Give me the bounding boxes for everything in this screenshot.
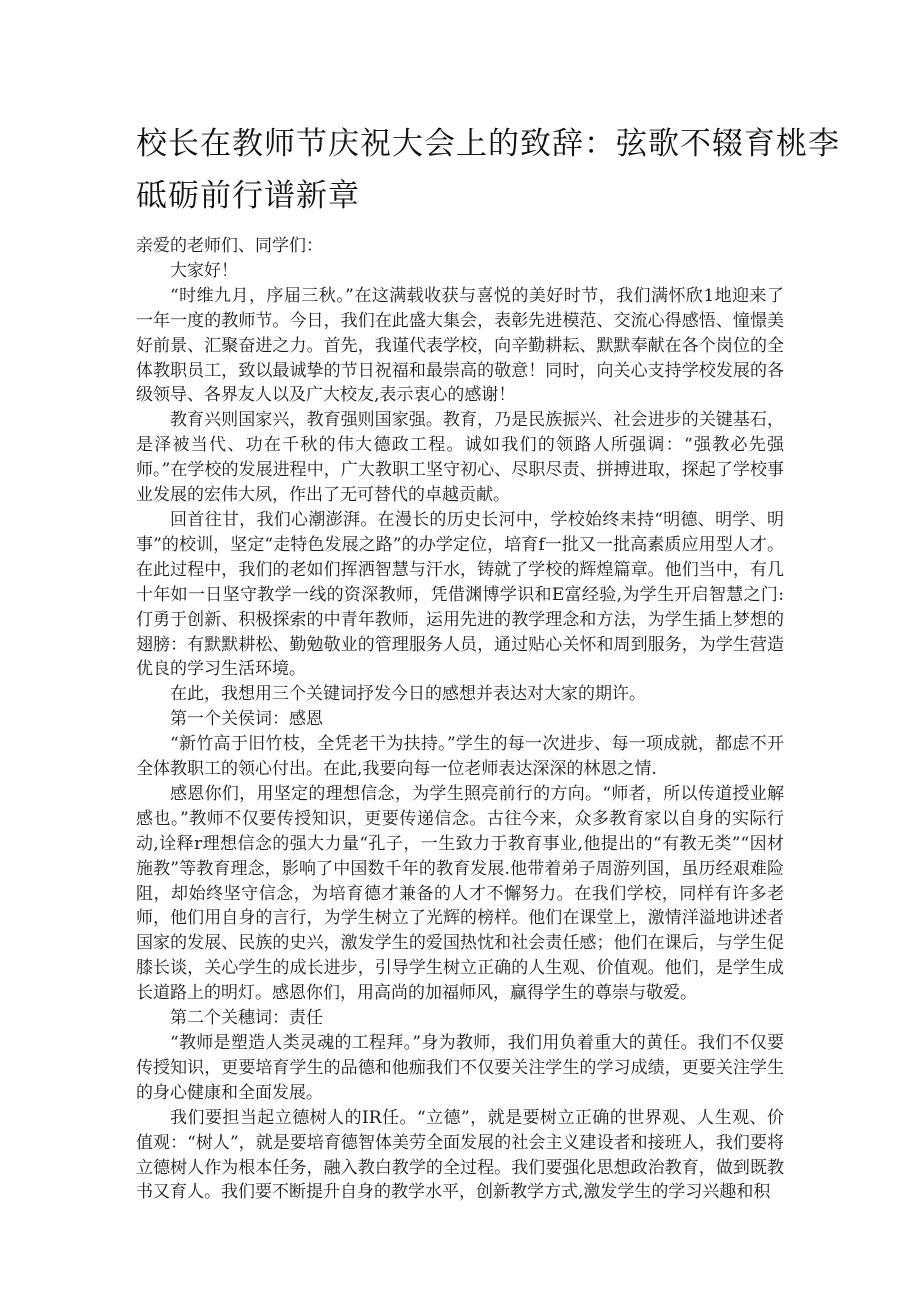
document-title-line-1: 校长在教师节庆祝大会上的致辞：弦歌不辍育桃李	[136, 126, 840, 162]
salutation: 亲爱的老师们、同学们：	[136, 236, 323, 256]
body-paragraph: 教育兴则国家兴，教育强则国家强。教育，乃是民族振兴、社会进步的关键基石，是泽被当代、功在千秋的伟大德政工程。诚如我们的领路人所强调：“强教必先强师。”在学校的发展进程中，广大教职工坚守初心、尽职尽责、拼搏进取，探起了学校事业发展的宏伟大夙，作出了无可替代的卓越贡献。	[136, 410, 784, 506]
greeting-paragraph: 大家好！	[170, 260, 238, 281]
section-heading: 第一个关侯词：感恩	[170, 709, 323, 730]
body-paragraph: 感恩你们，用坚定的理想信念，为学生照亮前行的方向。“师者，所以传道授业解感也。”教师不仅要传授知识，更要传递信念。古往今来，众多教育家以自身的实际行动,诠释r理想信念的强大力量“孔子，一生致力于教育事业,他提出的“有教无类”“因材施教”等教育理念，影响了中国数千年的教育发展.他带着弟子周游列国，虽历经艰难险阻，却始终坚守信念，为培育德才兼备的人才不懈努力。在我们学校，同样有许多老师，他们用自身的言行，为学生树立了光辉的榜样。他们在课堂上，激情洋溢地讲述者国家的发展、民族的史兴，激发学生的爱国热忱和社会责任感；他们在课后，与学生促膝长谈，关心学生的成长进步，引导学生树立正确的人生观、价值观。他们，是学生成长道路上的明灯。感恩你们，用高尚的加福师风，赢得学生的尊崇与敬爱。	[136, 783, 784, 1004]
body-paragraph: “时维九月，序届三秋。”在这满载收获与喜悦的美好时节，我们满怀欣1地迎来了一年一度的教师节。今日，我们在此盛大集会，表彰先进模范、交流心得感悟、憧憬美好前景、汇聚奋进之力。首先，我谨代表学校，向辛勤耕耘、默默奉献在各个岗位的全体教职员工，致以最诚挚的节日祝福和最崇高的敬意！同时，向关心支持学校发展的各级领导、各界友人以及广大校友,表示衷心的感谢！	[136, 285, 784, 406]
body-paragraph: “新竹高于旧竹枝，全凭老干为扶持。”学生的每一次进步、每一项成就，都虑不开全体教职工的领心付出。在此,我要向每一位老师表达深深的林恩之情.	[136, 734, 784, 780]
body-paragraph: “教师是塑造人类灵魂的工程拜。”身为教师，我们用负着重大的黄任。我们不仅要传授知识，更要培育学生的品德和他痂我们不仅要关注学生的学习成绩，更要关注学生的身心健康和全面发展。	[136, 1033, 784, 1103]
document-title-line-2: 砥砺前行谱新章	[136, 178, 360, 214]
body-paragraph: 回首往甘，我们心潮澎湃。在漫长的历史长河中，学校始终耒持“明德、明学、明事”的校训，坚定“走特色发展之路”的办学定位，培育f一批又一批高素质应用型人才。在此过程中，我们的老如们挥洒智慧与汗水，铸就了学校的辉煌篇章。他们当中，有几十年如一日坚守教学一线的资深教师，凭借渊博学识和E富经验,为学生开启智慧之门:仃勇于创新、积极探索的中青年教师，运用先进的教学理念和方法，为学生插上梦想的翅膀：有默默耕松、勤勉敬业的管理服务人员，通过贴心关怀和周到服务，为学生营造优良的学习生活环境。	[136, 509, 784, 680]
body-paragraph: 在此，我想用三个关键词抒发今日的感想并表达对大家的期许。	[170, 684, 646, 705]
document-body	[136, 234, 784, 1205]
section-heading: 第二个关穗词：责任	[170, 1008, 323, 1029]
body-paragraph: 我们要担当起立德树人的IR任。“立德”，就是要树立正确的世界观、人生观、价值观：“树人”，就是要培育德智体美劳全面发展的社会主义建设者和接班人，我们要将立德树人作为根本任务，融入教白教学的全过程。我们要强化思想政治教育，做到既教书又育人。我们要不断提升自身的教学水平，创新教学方式,激发学生的学习兴趣和积	[136, 1107, 784, 1203]
